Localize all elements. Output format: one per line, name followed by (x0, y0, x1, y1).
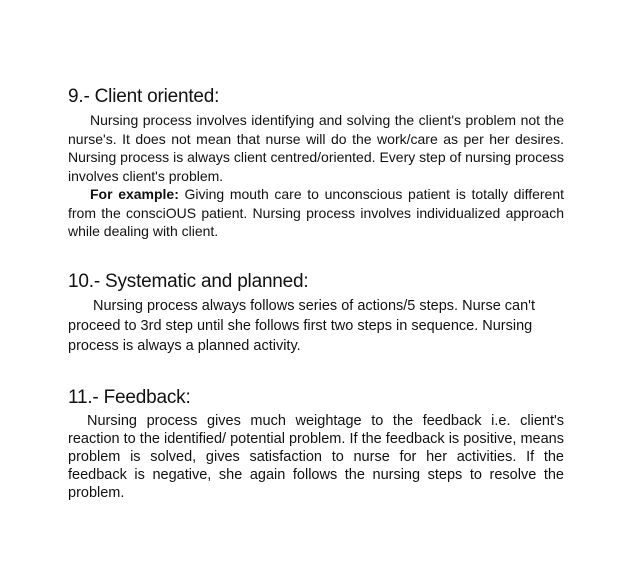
section-client-oriented (68, 86, 564, 241)
section-heading: 10.- Systematic and planned: (68, 270, 309, 292)
section-paragraph: Nursing process always follows series of actions/5 steps. Nurse can't proceed to 3rd step until she follows first two steps in sequence. Nursing process is always a planned activity. (68, 297, 535, 354)
example-paragraph (68, 185, 564, 241)
example-lead: For example: (90, 186, 179, 202)
section-paragraph: Nursing process involves identifying and solving the client's problem not the nurse's. It does not mean that nurse will do the work/care as per her desires. Nursing process is always client centred/oriented. Every step of nursing process involves client's problem. (68, 112, 564, 184)
document-page (68, 86, 564, 502)
section-systematic-planned (68, 271, 564, 356)
section-feedback (68, 387, 564, 502)
section-heading: 11.- Feedback: (68, 386, 191, 408)
section-paragraph: Nursing process gives much weightage to the feedback i.e. client's reaction to the identified/ potential problem. If the feedback is positive, means problem is solved, gives satisfaction to nurse for her activities. If the feedback is negative, she again follows the nursing steps to resolve the problem. (68, 412, 564, 501)
example-text: Giving mouth care to unconscious patient is totally different from the consciOUS patient. Nursing process involves individualized approach while dealing with client. (68, 186, 564, 239)
section-heading: 9.- Client oriented: (68, 86, 220, 107)
